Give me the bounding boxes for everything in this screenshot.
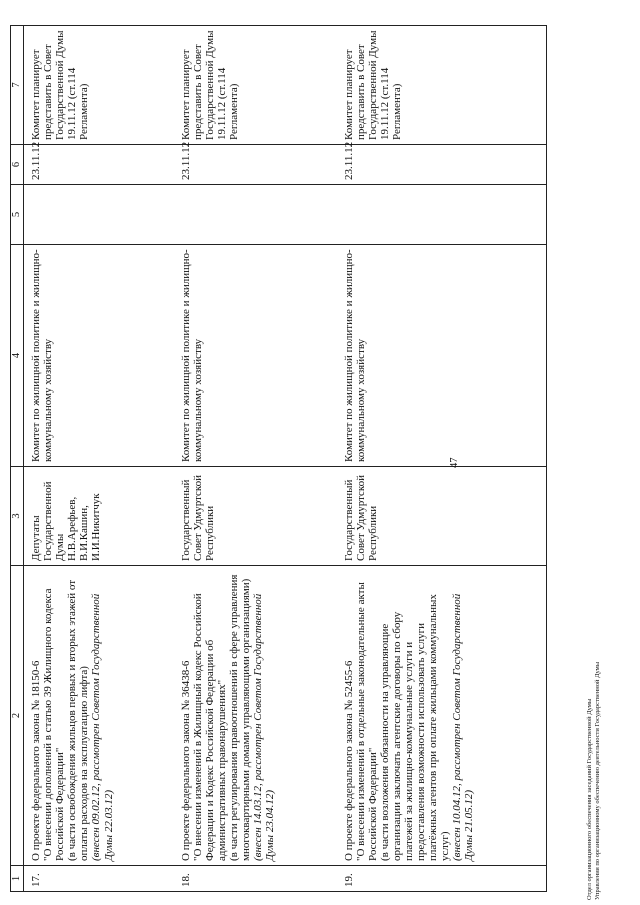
footer-directorate: Управления по организационному обеспечению деятельности Государственной Думы <box>594 661 601 900</box>
page-number: 47 <box>449 457 460 468</box>
row-number: 18. <box>174 866 337 892</box>
table-row <box>174 26 337 892</box>
table-row <box>337 26 547 892</box>
column-number: 7 <box>11 26 24 145</box>
bill-note: (в части освобождения жильцов первых и вторых этажей от оплаты расходов на эксплуатацию лифта) <box>66 579 91 861</box>
column-number: 1 <box>11 866 24 892</box>
plan-cell: Комитет планирует представить в Совет Государственной Думы 19.11.12 (ст.114 Регламента) <box>337 26 547 145</box>
committee-cell: Комитет по жилищной политике и жилищно-коммунальному хозяйству <box>174 245 337 467</box>
bill-title: О проекте федерального закона № 52455-6 <box>342 660 355 861</box>
bill-note: (в части возложения обязанности на управляющие организации заключать агентские договоры по сбору платежей за жилищно-коммунальные услуги и предоставления возможности использовать услуги платёжных агентов при оплате жильцами коммунальных услуг) <box>378 594 452 861</box>
column-number: 3 <box>11 467 24 566</box>
column-5-cell <box>174 185 337 245</box>
column-number: 5 <box>11 185 24 245</box>
plan-cell: Комитет планирует представить в Совет Государственной Думы 19.11.12 (ст.114 Регламента) <box>174 26 337 145</box>
bill-cell <box>337 566 547 866</box>
committee-cell: Комитет по жилищной политике и жилищно-коммунальному хозяйству <box>24 245 174 467</box>
committee-cell: Комитет по жилищной политике и жилищно-коммунальному хозяйству <box>337 245 547 467</box>
column-5-cell <box>24 185 174 245</box>
bill-description: "О внесении дополнений в статью 39 Жилищного кодекса Российской Федерации" <box>42 588 67 861</box>
agenda-table <box>10 25 547 892</box>
date-cell: 23.11.12 <box>337 145 547 185</box>
table-row <box>24 26 174 892</box>
footer-department: Отдел организационного обеспечения заседаний Государственной Думы <box>586 698 593 900</box>
bill-cell <box>24 566 174 866</box>
bill-title: О проекте федерального закона № 18150-6 <box>30 660 42 861</box>
column-number-row <box>11 26 24 892</box>
bill-status: (внесен 09.02.12, рассмотрен Советом Государственной Думы 22.03.12) <box>90 593 115 861</box>
bill-cell <box>174 566 337 866</box>
row-number: 19. <box>337 866 547 892</box>
column-number: 6 <box>11 145 24 185</box>
author-cell: Государственный Совет Удмуртской Республики <box>337 467 547 566</box>
column-number: 2 <box>11 566 24 866</box>
bill-note: (в части регулирования правоотношений в сфере управления многоквартирными домами управляющими организациями) <box>227 574 252 861</box>
bill-description: "О внесении изменений в отдельные законодательные акты Российской Федерации" <box>354 582 379 861</box>
bill-title: О проекте федерального закона № 36438-6 <box>179 660 192 861</box>
plan-cell: Комитет планирует представить в Совет Государственной Думы 19.11.12 (ст.114 Регламента) <box>24 26 174 145</box>
bill-status: (внесен 14.03.12, рассмотрен Советом Государственной Думы 23.04.12) <box>252 593 277 861</box>
author-cell: Депутаты Государственной Думы Н.В.Арефьев, В.И.Кашин, И.И.Никитчук <box>24 467 174 566</box>
column-number: 4 <box>11 245 24 467</box>
date-cell: 23.11.12 <box>24 145 174 185</box>
bill-description: "О внесении изменений в Жилищный кодекс Российской Федерации и Кодекс Российской Федерации об административных правонарушениях" <box>191 593 228 861</box>
date-cell: 23.11.12 <box>174 145 337 185</box>
column-5-cell <box>337 185 547 245</box>
row-number: 17. <box>24 866 174 892</box>
bill-status: (внесен 10.04.12, рассмотрен Советом Государственной Думы 21.05.12) <box>451 593 476 861</box>
author-cell: Государственный Совет Удмуртской Республики <box>174 467 337 566</box>
